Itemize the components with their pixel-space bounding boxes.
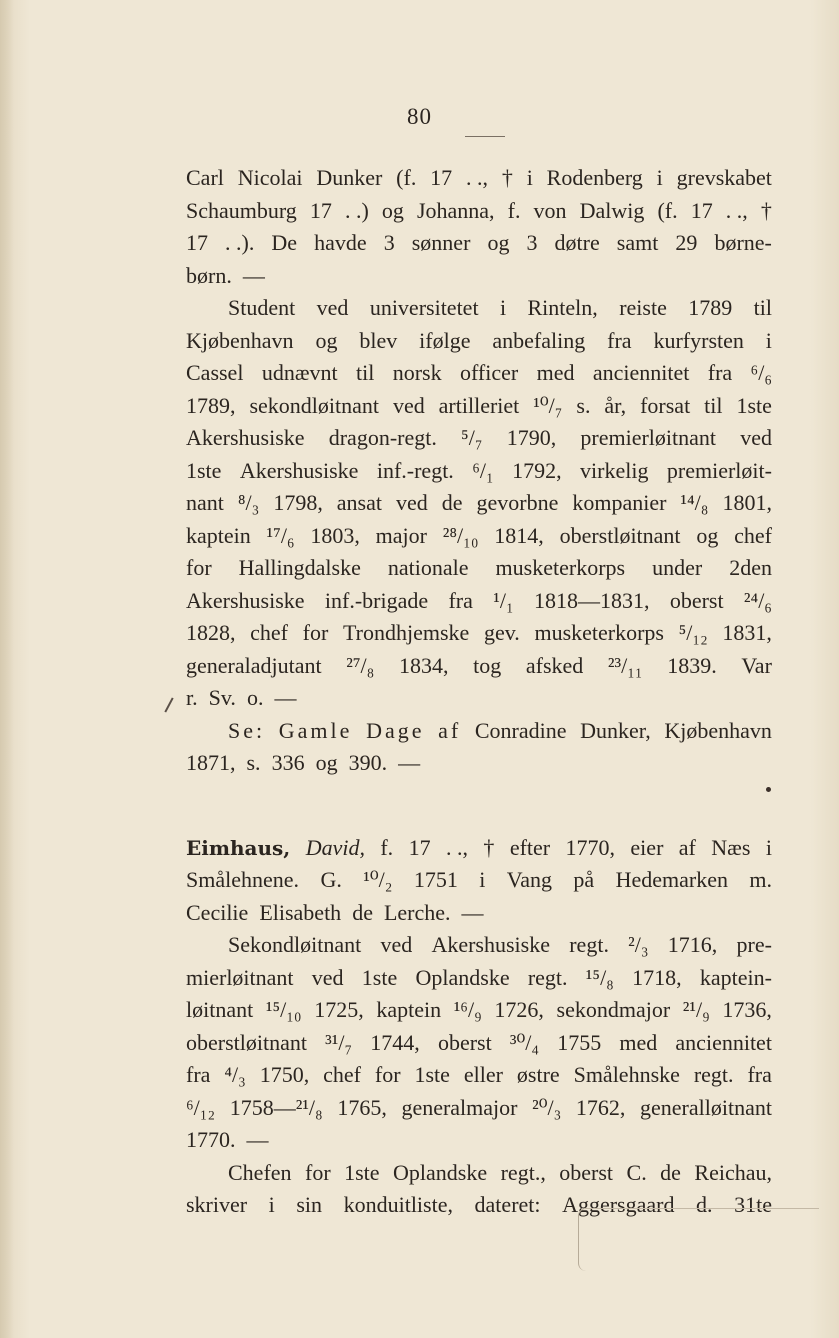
word: 17 <box>690 197 713 223</box>
text-line <box>186 292 772 325</box>
word: Dage <box>366 717 425 743</box>
word: anciennitet <box>592 360 690 385</box>
word: konduitliste, <box>343 1192 453 1217</box>
word: — <box>274 685 297 710</box>
word: gevorbne <box>476 490 559 515</box>
word: fra <box>186 1062 211 1087</box>
word: ²³/₁₁ <box>607 652 643 678</box>
word: oberstløitnant <box>559 522 681 548</box>
word: samt <box>616 230 659 255</box>
text-line <box>186 260 772 293</box>
word: i <box>479 867 486 892</box>
word: pre- <box>736 932 772 957</box>
word: . ., <box>446 834 468 860</box>
word: Akershusiske <box>186 587 305 613</box>
word: ⁶/₁₂ <box>186 1094 216 1120</box>
word: Sekondløitnant <box>228 932 362 957</box>
word: 1ste <box>736 392 772 418</box>
text-line <box>186 1059 772 1092</box>
word: Akershusiske <box>186 425 305 450</box>
word: premierløit- <box>666 457 772 483</box>
page-number-rule <box>465 136 505 137</box>
text-line <box>186 897 772 930</box>
word: oberst <box>437 1029 492 1055</box>
word: ¹⁰/₂ <box>363 867 393 892</box>
word: forsat <box>640 392 691 418</box>
word: ved <box>316 295 349 320</box>
word: 1798, <box>273 490 323 515</box>
word: de <box>441 490 463 515</box>
word: ⁸/₃ <box>237 490 260 515</box>
word: generalmajor <box>401 1094 518 1120</box>
word: regt., <box>500 1159 546 1185</box>
body-text <box>186 162 772 1222</box>
word: Sv. <box>208 685 236 710</box>
word: oberst <box>669 587 724 613</box>
word: 1790, <box>506 425 557 450</box>
word: ¹⁶/₉ <box>453 997 482 1022</box>
word: fra <box>607 327 632 353</box>
text-line <box>186 162 772 195</box>
word: til <box>704 392 723 418</box>
word: ¹⁵/₁₀ <box>265 997 302 1022</box>
word: reiste <box>619 295 667 320</box>
word: 1716, <box>667 932 718 957</box>
word: i <box>765 327 772 353</box>
word: og <box>315 750 338 775</box>
word: Smålehnene. <box>186 867 300 892</box>
word: 1770, <box>565 834 616 860</box>
word: 17 <box>408 834 431 860</box>
word: ²/₃ <box>628 932 649 957</box>
word: sin <box>296 1192 323 1217</box>
word: 1725, <box>314 997 364 1022</box>
word: Oplandske <box>415 964 510 990</box>
word: døtre <box>554 230 600 255</box>
word: G. <box>320 867 342 892</box>
word: ⁵/₁₂ <box>678 620 708 645</box>
word: ved <box>395 490 428 515</box>
word: ⁴/₃ <box>224 1062 246 1087</box>
text-line <box>186 487 772 520</box>
word: ³⁰/₄ <box>509 1029 540 1055</box>
word: Dunker, <box>580 717 651 743</box>
word: Rinteln, <box>527 295 598 320</box>
word: Trondhjemske <box>342 620 470 645</box>
word: Lerche. <box>383 899 451 925</box>
word: Gamle <box>278 717 353 743</box>
word: i <box>765 834 772 860</box>
word: Næs <box>711 834 751 860</box>
word: blev <box>359 327 398 353</box>
word: inf.-brigade <box>324 587 429 613</box>
word: kaptein <box>376 997 442 1022</box>
word: s. <box>246 750 261 775</box>
word: ved <box>380 932 413 957</box>
word: 390. <box>348 750 388 775</box>
word: mierløitnant <box>186 964 294 990</box>
word: skriver <box>186 1192 248 1217</box>
text-line <box>186 1092 772 1125</box>
word: norsk <box>392 360 442 385</box>
word: ved <box>311 964 344 990</box>
word: Cecilie <box>186 899 249 925</box>
word: eller <box>463 1062 503 1087</box>
word: med <box>619 1029 658 1055</box>
word: oberstløitnant <box>186 1029 307 1055</box>
word: ved <box>392 392 425 418</box>
word: 1744, <box>370 1029 420 1055</box>
word: udnævnt <box>261 360 338 385</box>
word: regt. <box>527 964 568 990</box>
word: d. <box>696 1192 713 1217</box>
word: generaladjutant <box>186 652 322 678</box>
word: chef <box>734 522 772 548</box>
text-line <box>186 1027 772 1060</box>
word: anbefaling <box>492 327 586 353</box>
word: 1765, <box>337 1094 387 1120</box>
word: 1ste <box>186 457 222 483</box>
word: Conradine <box>474 717 567 743</box>
word: 3 <box>526 230 538 255</box>
margin-pencil-mark <box>164 697 173 712</box>
text-line <box>186 1157 772 1190</box>
word: 1736, <box>722 997 772 1022</box>
word: år, <box>604 392 627 418</box>
word: . .). <box>225 230 255 255</box>
text-line <box>186 227 772 260</box>
word: 1814, <box>494 522 544 548</box>
word: med <box>536 360 575 385</box>
text-line <box>186 994 772 1027</box>
word: 1751 <box>413 867 458 892</box>
word: inf.-regt. <box>376 457 454 483</box>
word: gev. <box>483 620 520 645</box>
word: m. <box>749 867 772 892</box>
word: ved <box>740 425 772 450</box>
word: 1755 <box>557 1029 602 1055</box>
word: 1789 <box>688 295 733 320</box>
word: 1750, <box>259 1062 310 1087</box>
word: artilleriet <box>438 392 520 418</box>
word: chef <box>250 620 289 645</box>
word: Student <box>228 295 296 320</box>
word: universitetet <box>369 295 479 320</box>
word: ifølge <box>419 327 471 353</box>
word: Hallingdalske <box>238 555 361 580</box>
word: † <box>483 834 495 860</box>
word: Aggersgaard <box>562 1192 675 1217</box>
paragraph-gap <box>186 780 772 832</box>
word: 1792, <box>512 457 562 483</box>
word: † <box>760 197 772 223</box>
word: Cassel <box>186 360 244 385</box>
word: Akershusiske <box>431 932 550 957</box>
word: Johanna, <box>416 197 495 223</box>
word: ¹/₁ <box>493 587 514 613</box>
word: Reichau, <box>694 1159 772 1185</box>
word: Kjøbenhavn <box>664 717 772 743</box>
word: kaptein- <box>699 964 772 990</box>
word: musketerkorps <box>534 620 664 645</box>
word: i <box>268 1192 275 1217</box>
word: under <box>652 555 703 580</box>
word: for <box>302 620 329 645</box>
word: ⁶/₁ <box>472 457 494 483</box>
word: og <box>315 327 338 353</box>
word: for <box>374 1062 401 1087</box>
word: 1871, <box>186 750 236 775</box>
word: i <box>526 165 533 190</box>
word: — <box>461 899 484 925</box>
word: . ., <box>466 165 489 190</box>
text-line <box>186 552 772 585</box>
word: generalløitnant <box>640 1094 772 1120</box>
word: havde <box>314 230 367 255</box>
word: Chefen <box>228 1159 292 1185</box>
text-line <box>186 864 772 897</box>
word: ¹⁴/₈ <box>680 490 709 515</box>
word: børne- <box>714 230 772 255</box>
word: østre <box>516 1062 560 1087</box>
word: 336 <box>271 750 305 775</box>
word: 1718, <box>632 964 682 990</box>
word: 29 <box>675 230 698 255</box>
word: på <box>573 867 595 892</box>
word: nant <box>186 490 224 515</box>
word: sønner <box>411 230 471 255</box>
word: 17 <box>309 197 332 223</box>
word: premierløitnant <box>580 425 716 450</box>
word: 1770. <box>186 1127 236 1152</box>
text-line <box>186 390 772 423</box>
word: 1831, <box>722 620 772 645</box>
word: anciennitet <box>675 1029 772 1055</box>
word: — <box>242 262 265 288</box>
word: 1834, <box>398 652 449 678</box>
word: (f. <box>657 197 678 223</box>
word: Hedemarken <box>615 867 728 892</box>
word: 1ste <box>344 1159 380 1185</box>
word: kurfyrsten <box>653 327 744 353</box>
word: tog <box>473 652 502 678</box>
word: ¹⁰/₇ <box>533 392 563 418</box>
text-line <box>186 832 772 865</box>
word: David, <box>305 834 365 860</box>
word: efter <box>509 834 551 860</box>
word: for <box>305 1159 331 1185</box>
word: Var <box>741 652 772 678</box>
word: 17 <box>186 230 208 255</box>
word: 1828, <box>186 620 236 645</box>
word: . ., <box>725 197 748 223</box>
word: sekondmajor <box>556 997 671 1022</box>
word: grevskabet <box>676 165 772 190</box>
word: ansat <box>336 490 382 515</box>
text-line <box>186 195 772 228</box>
word: afsked <box>525 652 584 678</box>
word: 1801, <box>722 490 772 515</box>
word: eier <box>630 834 664 860</box>
word: og <box>487 230 510 255</box>
word: 1789, <box>186 392 236 418</box>
word: Carl <box>186 165 224 190</box>
word: de <box>352 899 373 925</box>
word: Nicolai <box>237 165 303 190</box>
word: af <box>678 834 696 860</box>
word: til <box>753 295 772 320</box>
page-binding-shadow <box>0 0 14 1338</box>
word: Dunker <box>316 165 383 190</box>
text-line <box>186 325 772 358</box>
text-line <box>186 520 772 553</box>
word: von <box>533 197 567 223</box>
text-line <box>186 1124 772 1157</box>
word: Rodenberg <box>546 165 643 190</box>
word: officer <box>459 360 519 385</box>
text-line <box>186 422 772 455</box>
word: i <box>499 295 507 320</box>
text-line <box>186 682 772 715</box>
word: fra <box>448 587 473 613</box>
word: regt. <box>693 1062 734 1087</box>
text-line <box>186 617 772 650</box>
text-line <box>186 929 772 962</box>
word: . .) <box>344 197 369 223</box>
word: f. <box>507 197 521 223</box>
word: 1803, <box>310 522 360 548</box>
word: s. <box>576 392 591 418</box>
word: 1758—²¹/₈ <box>229 1094 323 1120</box>
word: ²⁴/₆ <box>743 587 772 613</box>
word: 1ste <box>361 964 398 990</box>
word: r. <box>186 685 198 710</box>
word: 31te <box>734 1192 772 1217</box>
word: ²¹/₉ <box>682 997 710 1022</box>
word: f. <box>380 834 394 860</box>
word: dragon-regt. <box>328 425 437 450</box>
word: kaptein <box>186 522 251 548</box>
word: 1762, <box>575 1094 626 1120</box>
word: ¹⁷/₆ <box>266 522 295 548</box>
word: — <box>246 1127 269 1152</box>
word: i <box>656 165 663 190</box>
word: Elisabeth <box>259 899 342 925</box>
word: Eimhaus, <box>186 835 291 860</box>
word: nationale <box>387 555 469 580</box>
word: til <box>356 360 375 385</box>
word: børn. <box>186 262 232 288</box>
word: og <box>381 197 404 223</box>
word: Dalwig <box>579 197 645 223</box>
margin-ink-dot <box>766 787 771 792</box>
word: fra <box>707 360 733 385</box>
word: (f. <box>396 165 417 190</box>
corner-stamp-outline <box>578 1208 819 1271</box>
word: Vang <box>506 867 552 892</box>
word: 1839. <box>667 652 717 678</box>
word: Akershusiske <box>239 457 359 483</box>
word: ³¹/₇ <box>325 1029 353 1055</box>
word: musketerkorps <box>495 555 626 580</box>
word: ⁶/₆ <box>750 360 772 385</box>
text-line <box>186 455 772 488</box>
text-line <box>186 715 772 748</box>
word: virkelig <box>580 457 649 483</box>
word: af <box>438 717 462 743</box>
word: C. <box>626 1159 647 1185</box>
word: Schaumburg <box>186 197 297 223</box>
word: — <box>398 750 421 775</box>
word: 1818—1831, <box>533 587 650 613</box>
text-line <box>186 357 772 390</box>
word: o. <box>246 685 264 710</box>
text-line <box>186 585 772 618</box>
word: De <box>271 230 298 255</box>
word: 2den <box>729 555 772 580</box>
word: for <box>186 555 212 580</box>
word: 1726, <box>494 997 544 1022</box>
word: ²⁷/₈ <box>346 652 375 678</box>
word: fra <box>747 1062 772 1087</box>
word: 3 <box>383 230 395 255</box>
text-line <box>186 650 772 683</box>
word: dateret: <box>474 1192 541 1217</box>
word: † <box>501 165 513 190</box>
word: 17 <box>430 165 453 190</box>
word: ²⁰/₃ <box>532 1094 562 1120</box>
word: de <box>660 1159 681 1185</box>
word: ⁵/₇ <box>461 425 483 450</box>
word: regt. <box>569 932 609 957</box>
word: ²⁸/₁₀ <box>442 522 479 548</box>
word: kompanier <box>572 490 667 515</box>
word: og <box>696 522 719 548</box>
page-number: 80 <box>407 104 432 129</box>
word: ¹⁵/₈ <box>585 964 614 990</box>
word: sekondløitnant <box>249 392 379 418</box>
word: 1ste <box>414 1062 450 1087</box>
word: Smålehnske <box>573 1062 680 1087</box>
word: Oplandske <box>393 1159 488 1185</box>
text-line <box>186 747 772 780</box>
word: løitnant <box>186 997 254 1022</box>
word: chef <box>323 1062 361 1087</box>
text-line <box>186 962 772 995</box>
word: oberst <box>559 1159 614 1185</box>
word: Kjøbenhavn <box>186 327 294 353</box>
word: Se: <box>228 717 266 743</box>
word: major <box>375 522 427 548</box>
